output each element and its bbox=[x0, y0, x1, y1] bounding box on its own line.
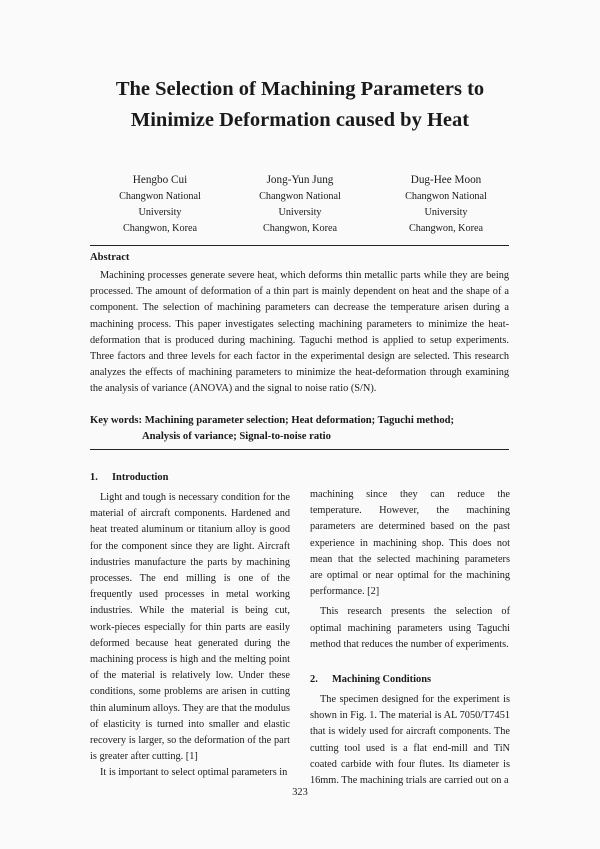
title-line-2: Minimize Deformation caused by Heat bbox=[130, 109, 470, 131]
author-3 bbox=[366, 172, 526, 237]
author-affiliation: University bbox=[138, 207, 182, 218]
section-number: 2. bbox=[310, 674, 318, 686]
author-block bbox=[0, 172, 600, 236]
right-column bbox=[310, 487, 510, 789]
abstract-text: Machining processes generate severe heat, which deforms thin metallic parts while they are being processed. The amount of deformation of a thin part is mainly dependent on heat and the shape of a component. The selection of machining parameters can decrease the temperature arisen during a machining process. This paper investigates selecting machining parameters to minimize the heat-deformation that is produced during machining. Taguchi method is applied to setup experiments. Three factors and three levels for each factor in the experimental design are selected. This research analyzes the effects of machining parameters to minimize the heat-deformation through examining the analysis of variance (ANOVA) and the signal to noise ratio (S/N). bbox=[90, 270, 509, 395]
section-number: 1. bbox=[90, 472, 98, 483]
author-2 bbox=[220, 172, 380, 237]
section-title: Machining Conditions bbox=[332, 674, 432, 686]
paragraph: It is important to select optimal parameters in bbox=[100, 767, 288, 779]
author-name: Dug-Hee Moon bbox=[410, 174, 482, 186]
author-affiliation: Changwon National bbox=[259, 191, 341, 202]
author-location: Changwon, Korea bbox=[408, 223, 484, 234]
section-heading bbox=[90, 470, 290, 486]
keywords-line-2: Analysis of variance; Signal-to-noise ratio bbox=[142, 431, 331, 442]
section-title: Introduction bbox=[112, 472, 169, 483]
author-name: Hengbo Cui bbox=[132, 174, 188, 186]
paragraph: The specimen designed for the experiment is shown in Fig. 1. The material is AL 7050/T7451 that is widely used for aircraft components. The cutting tool used is a flat end-mill and TiN coated carbide with four flutes. Its diameter is 16mm. The machining trials are carried out on a bbox=[310, 694, 510, 787]
section-heading bbox=[310, 672, 510, 688]
paragraph: machining since they can reduce the temperature. However, the machining parameters are determined based on the past experience in machining shop. This does not mean that the selected machining parameters are optimal or near optimal for the machining performance. [2] bbox=[310, 489, 510, 598]
keywords-line-1: Key words: Machining parameter selection; Heat deformation; Taguchi method; bbox=[90, 415, 455, 426]
paper-title bbox=[40, 74, 560, 136]
author-location: Changwon, Korea bbox=[262, 223, 338, 234]
keywords bbox=[90, 413, 454, 445]
author-affiliation: Changwon National bbox=[119, 191, 201, 202]
author-affiliation: University bbox=[278, 207, 322, 218]
left-column bbox=[90, 470, 290, 782]
title-line-1: The Selection of Machining Parameters to bbox=[115, 78, 485, 100]
author-1 bbox=[80, 172, 240, 237]
author-name: Jong-Yun Jung bbox=[266, 174, 334, 186]
page-number: 323 bbox=[292, 787, 308, 798]
paragraph: Light and tough is necessary condition for the material of aircraft components. Hardened and heat treated aluminum or titanium alloy is good for the component since they are light. Aircraft industries manufacture the parts by machining processes. The end milling is one of the frequently used processes in metal working industries. While the material is being cut, work-pieces especially for thin parts are easily deformed because heat generated during the machining process is high and the melting point of the material is relatively low. Under these conditions, some problems are arisen in cutting thin aluminum alloys. They are that the modulus of elasticity is turned into smaller and elastic recovery is larger, so the deformation of the part is greater after cutting. [1] bbox=[90, 492, 290, 763]
author-location: Changwon, Korea bbox=[122, 223, 198, 234]
divider bbox=[90, 449, 509, 450]
author-affiliation: University bbox=[424, 207, 468, 218]
abstract-heading: Abstract bbox=[90, 252, 130, 263]
divider bbox=[90, 245, 509, 246]
author-affiliation: Changwon National bbox=[405, 191, 487, 202]
paragraph: This research presents the selection of optimal machining parameters using Taguchi method that reduces the number of experiments. bbox=[310, 606, 510, 650]
